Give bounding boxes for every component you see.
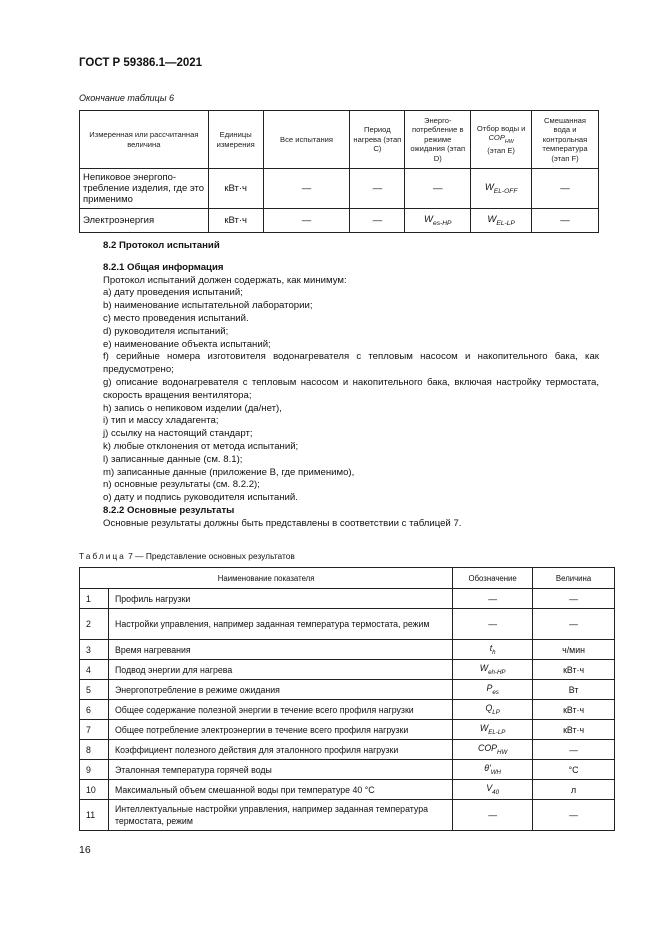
value-unit: кВт·ч (533, 660, 615, 680)
header-text: Отбор воды и (476, 123, 526, 133)
page-number: 16 (79, 844, 91, 856)
symbol-cell (453, 800, 533, 831)
indicator-name (108, 680, 452, 700)
cell-stage-f: — (532, 209, 599, 233)
value-unit: Вт (533, 680, 615, 700)
value-unit: ч/мин (533, 640, 615, 660)
symbol-cell (453, 640, 533, 660)
row-number: 8 (80, 740, 109, 760)
table-7-header-cell: Обозначение (453, 568, 533, 589)
symbol-cell (453, 700, 533, 720)
row-number: 3 (80, 640, 109, 660)
value-unit: — (533, 589, 615, 609)
indicator-name-text: Интеллектуальные настройки управления, например заданная температура термостата, режим (114, 804, 428, 826)
indicator-name-text: Время нагревания (114, 644, 191, 655)
symbol-subscript: LP (492, 709, 500, 716)
indicator-name-text: Общее потребление электроэнергии в течение всего профиля нагрузки (114, 724, 409, 735)
row-number: 2 (80, 609, 109, 640)
table-row (80, 740, 615, 760)
value-unit: кВт·ч (533, 720, 615, 740)
requirements-list (79, 287, 599, 505)
table-row (80, 640, 615, 660)
symbol: — (488, 810, 498, 820)
value-unit: °С (533, 760, 615, 780)
unit: кВт·ч (208, 169, 263, 209)
list-item: d) руководителя испытаний; (103, 325, 229, 337)
indicator-name (108, 780, 452, 800)
indicator-name-text: Коэффициент полезного действия для эталонного профиля нагрузки (114, 744, 399, 755)
list-item: e) наименование объекта испытаний; (103, 338, 271, 350)
indicator-name-text: Профиль нагрузки (114, 593, 191, 604)
table-6-header-cell: Смешанная вода и контрольная температура (этап F) (532, 111, 599, 169)
symbol-cell (453, 680, 533, 700)
symbol-cell (453, 780, 533, 800)
table-7-caption (79, 551, 295, 561)
symbol: — (488, 593, 498, 604)
symbol-subscript: es-HP (433, 220, 452, 227)
symbol-subscript: eh-HP (488, 669, 506, 676)
table-6-continuation-caption: Окончание таблицы 6 (79, 93, 174, 103)
table-row (80, 660, 615, 680)
list-item: m) записанные данные (приложение В, где применимо), (103, 466, 355, 478)
table-row (80, 589, 615, 609)
cell-all: — (263, 169, 350, 209)
indicator-name (108, 660, 452, 680)
value-unit: л (533, 780, 615, 800)
symbol-subscript: es (492, 689, 499, 696)
symbol-subscript: EL-OFF (493, 188, 518, 195)
symbol-cell (453, 609, 533, 640)
cell-stage-d (405, 209, 471, 233)
symbol: W (479, 723, 489, 733)
row-number: 11 (80, 800, 109, 831)
table-row (80, 609, 615, 640)
indicator-name-text: Эталонная температура горячей воды (114, 764, 272, 775)
list-item: a) дату проведения испытаний; (103, 287, 243, 299)
list-item: i) тип и массу хладагента; (103, 415, 219, 427)
symbol: — (488, 619, 498, 629)
document-header: ГОСТ Р 59386.1—2021 (79, 57, 203, 69)
caption-word: Таблица (79, 551, 126, 561)
table-6-header-cell: Измеренная или рассчитанная величина (80, 111, 209, 169)
indicator-name (108, 720, 452, 740)
table-row (80, 680, 615, 700)
symbol: V (486, 783, 493, 793)
table-6-header-row (80, 111, 599, 169)
list-item: n) основные результаты (см. 8.2.2); (103, 479, 260, 491)
symbol: t (489, 643, 493, 653)
table-row (80, 209, 599, 233)
indicator-name (108, 800, 452, 831)
list-item: k) любые отклонения от метода испытаний; (103, 440, 299, 452)
symbol: W (479, 663, 489, 673)
row-number: 5 (80, 680, 109, 700)
indicator-name-text: Настройки управления, например заданная температура термостата, режим (114, 619, 430, 629)
symbol: W (487, 214, 497, 225)
row-number: 6 (80, 700, 109, 720)
unit: кВт·ч (208, 209, 263, 233)
quantity-name: Электроэнергия (80, 209, 209, 233)
indicator-name (108, 640, 452, 660)
table-row (80, 720, 615, 740)
symbol-cell (453, 660, 533, 680)
cell-stage-c: — (350, 169, 405, 209)
cell-stage-d: — (405, 169, 471, 209)
symbol-subscript: h (492, 649, 496, 656)
indicator-name (108, 760, 452, 780)
symbol-cell (453, 760, 533, 780)
cell-stage-f: — (532, 169, 599, 209)
symbol-subscript: HW (497, 749, 508, 756)
symbol: COP (488, 133, 505, 143)
cell-stage-e (471, 209, 532, 233)
cell-all: — (263, 209, 350, 233)
subsection-heading: 8.2.2 Основные результаты (103, 504, 235, 516)
table-6-header-cell: Все испытания (263, 111, 350, 169)
indicator-name (108, 740, 452, 760)
value-unit: — (533, 740, 615, 760)
results-text: Основные результаты должны быть представлены в соответствии с таблицей 7. (103, 517, 462, 529)
table-7-header-cell: Величина (533, 568, 615, 589)
value-unit: кВт·ч (533, 700, 615, 720)
table-row (80, 800, 615, 831)
value-unit: — (533, 609, 615, 640)
indicator-name (108, 589, 452, 609)
cell-stage-e (471, 169, 532, 209)
table-row (80, 700, 615, 720)
table-7 (79, 567, 615, 831)
symbol-subscript: HW (504, 139, 514, 146)
indicator-name-text: Максимальный объем смешанной воды при температуре 40 °С (114, 784, 375, 795)
table-6-header-cell: Энерго-потребление в режиме ожидания (этап D) (405, 111, 471, 169)
caption-text: 7 — Представление основных результатов (125, 551, 295, 561)
symbol-subscript: EL-LP (496, 220, 515, 227)
symbol: W (484, 182, 494, 193)
symbol-subscript: 40 (492, 789, 500, 796)
list-item: c) место проведения испытаний. (103, 312, 249, 324)
table-6 (79, 110, 599, 233)
row-number: 1 (80, 589, 109, 609)
symbol: Q (485, 703, 493, 713)
symbol-cell (453, 740, 533, 760)
quantity-name: Непиковое энергопо-требление изделия, где это применимо (80, 169, 209, 209)
value-unit: — (533, 800, 615, 831)
indicator-name (108, 700, 452, 720)
table-row (80, 760, 615, 780)
table-row (80, 169, 599, 209)
list-item: l) записанные данные (см. 8.1); (103, 453, 243, 465)
section-heading: 8.2 Протокол испытаний (103, 240, 220, 251)
symbol-subscript: EL-LP (488, 729, 506, 736)
header-text: (этап Е) (487, 145, 515, 155)
indicator-name-text: Общее содержание полезной энергии в течение всего профиля нагрузки (114, 704, 414, 715)
list-item: h) запись о непиковом изделии (да/нет), (103, 402, 282, 414)
section-8-2 (79, 240, 599, 531)
list-item: j) ссылку на настоящий стандарт; (103, 428, 253, 440)
table-6-header-cell-cop (471, 111, 532, 169)
symbol: W (424, 214, 433, 225)
symbol-cell (453, 720, 533, 740)
table-6-header-cell: Период нагрева (этап С) (350, 111, 405, 169)
row-number: 10 (80, 780, 109, 800)
symbol: COP (477, 743, 498, 753)
cell-stage-c: — (350, 209, 405, 233)
indicator-name-text: Подвод энергии для нагрева (114, 664, 233, 675)
table-6-header-cell: Единицы измерения (208, 111, 263, 169)
symbol-subscript: WH (490, 769, 501, 776)
list-item: o) дату и подпись руководителя испытаний. (103, 492, 298, 504)
row-number: 7 (80, 720, 109, 740)
list-item: f) серийные номера изготовителя водонагревателя с тепловым насосом и накопительного бака, как предусмотрено; (103, 351, 599, 376)
subsection-heading: 8.2.1 Общая информация (103, 261, 224, 273)
list-item: g) описание водонагревателя с тепловым насосом и накопительного бака, включая настройку термостата, скорость вращения вентилятора; (103, 376, 599, 401)
list-item: b) наименование испытательной лаборатории; (103, 300, 313, 312)
table-7-header-row (80, 568, 615, 589)
table-7-header-cell: Наименование показателя (80, 568, 453, 589)
row-number: 9 (80, 760, 109, 780)
symbol: θ' (484, 763, 491, 773)
intro-text: Протокол испытаний должен содержать, как минимум: (103, 274, 347, 286)
indicator-name (108, 609, 452, 640)
symbol: P (486, 683, 493, 693)
indicator-name-text: Энергопотребление в режиме ожидания (114, 684, 280, 695)
row-number: 4 (80, 660, 109, 680)
table-row (80, 780, 615, 800)
symbol-cell (453, 589, 533, 609)
